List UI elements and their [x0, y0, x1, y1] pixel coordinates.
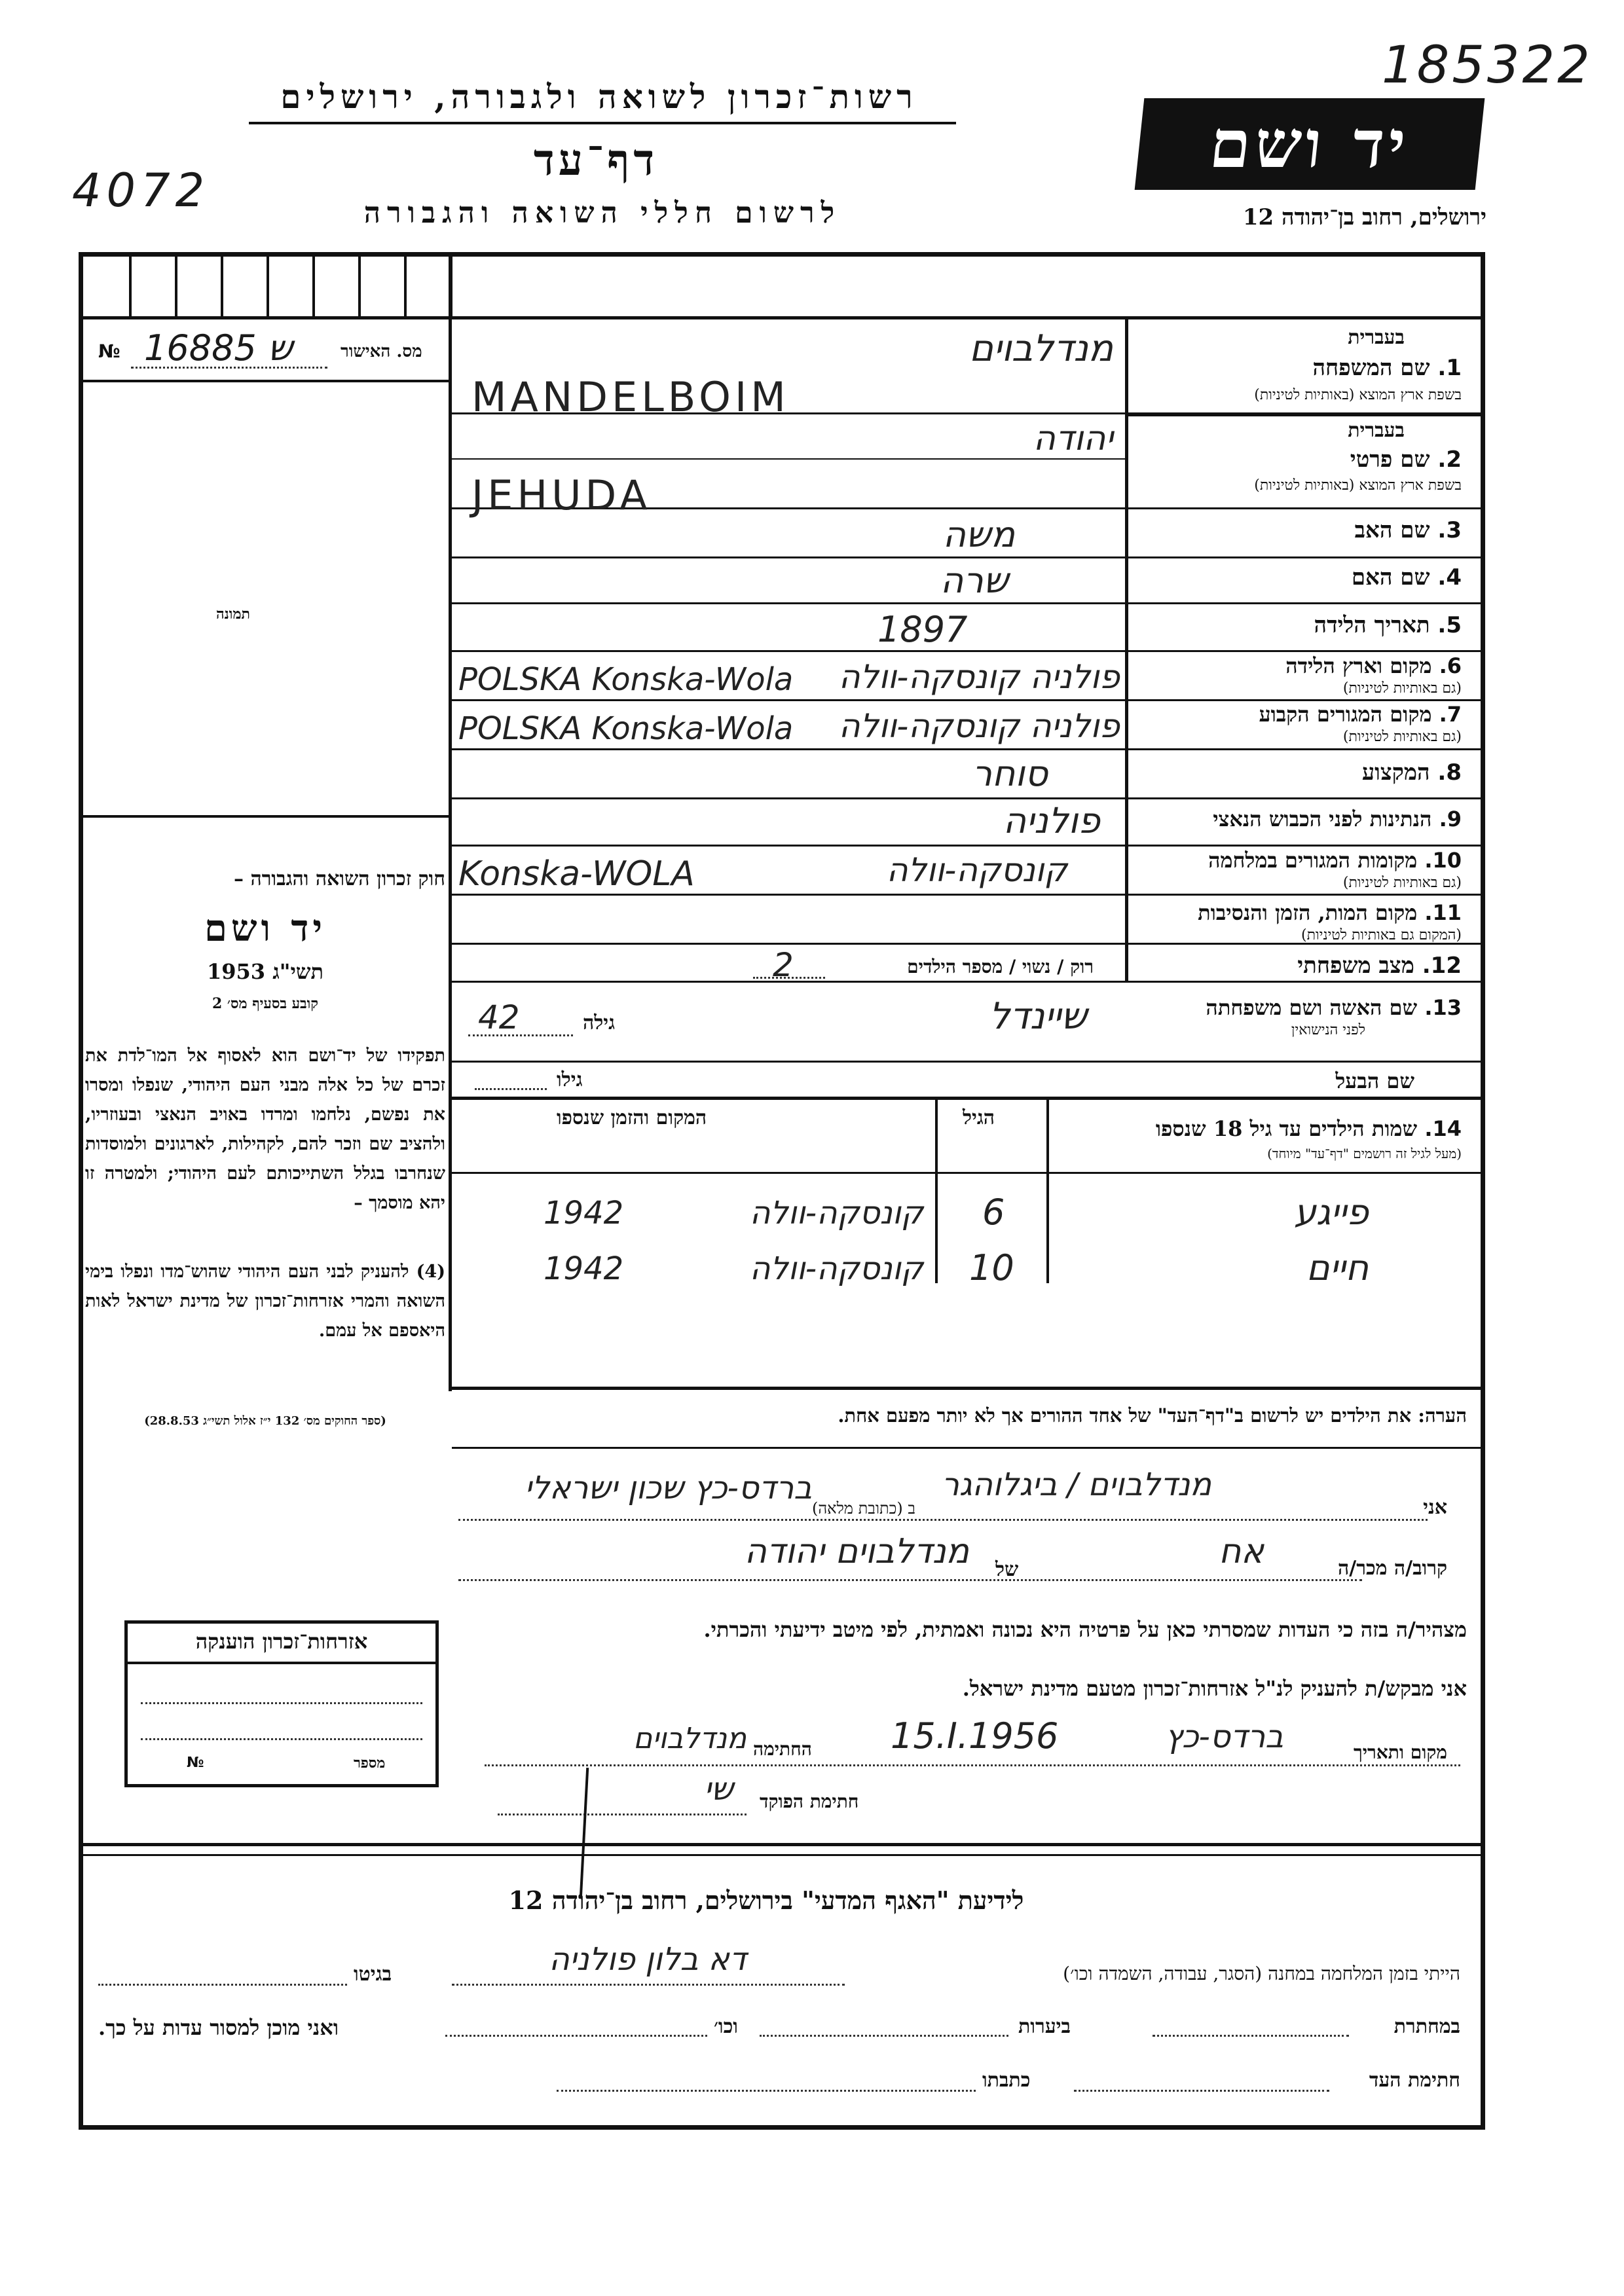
logo-text: יד ושם — [1206, 105, 1414, 183]
children-row[interactable] — [452, 1247, 1480, 1286]
field-10-label — [1208, 848, 1462, 873]
intel-title: לידיעת "האגף המדעי" בירושלים, רחוב בן־יהודה 12 — [508, 1886, 1024, 1915]
intel-witness-address-label: כתבתו — [982, 2069, 1031, 2092]
declaration-statement: מצהיר/ה בזה כי העדות שמסרתי כאן על פרטיה היא נכונה ואמתית, לפי מיטב ידיעתי והכרתי. — [703, 1617, 1467, 1642]
field-11-label — [1198, 900, 1462, 925]
field-3-label — [1355, 517, 1462, 543]
header-address: ירושלים, רחוב בן־יהודה 12 — [1242, 204, 1486, 230]
field-2-text: שם פרטי — [1350, 446, 1430, 473]
marital-status-options: רוק / נשוי / מספר הילדים — [907, 956, 1094, 977]
intel-line2-etc: וכו׳ — [714, 2015, 738, 2038]
citizenship[interactable]: פולניה — [1003, 800, 1100, 841]
mother-name[interactable]: שרה — [940, 560, 1008, 601]
archive-stamp-number: 185322 — [1382, 36, 1593, 95]
field-4-num: 4. — [1437, 564, 1462, 591]
field-9-text: הנתינות לפני הכבוש הנאצי — [1213, 807, 1432, 831]
children-remark: הערה: את הילדים יש לרשום ב"דף־העד" של אחד ההורים אך לא יותר מפעם אחת. — [838, 1404, 1467, 1427]
confirmation-value: 16885 ש — [144, 327, 293, 369]
yad-vashem-logo — [1135, 98, 1485, 190]
field-3-text: שם האב — [1354, 517, 1430, 543]
citizenship-granted-box — [124, 1620, 439, 1787]
wife-age[interactable]: 42 — [478, 998, 520, 1036]
law-reference: (ספר החוקים מס׳ 132 י״ז אלול תשי״ג 28.8.53) — [144, 1414, 386, 1428]
field-12-label — [1297, 953, 1462, 979]
declarant-address-label: ב (כתובת מלאה) — [812, 1499, 915, 1518]
page-subtitle: לרשום חללי השואה והגבורה — [363, 196, 841, 230]
field-11-num: 11. — [1424, 900, 1462, 925]
field-4-label — [1352, 564, 1462, 591]
relative-label: קרוב/ה מכר/ה — [1338, 1557, 1447, 1580]
field-6-sub: (גם באותיות לטיניות) — [1342, 680, 1462, 697]
file-number: 4072 — [72, 164, 210, 217]
wife-age-label: גילה — [583, 1011, 616, 1034]
declarant-address[interactable]: ברדס-כץ שכון ישראלי — [525, 1470, 812, 1506]
field-11-text: מקום המות, הזמן והנסיבות — [1198, 900, 1418, 925]
field-10-num: 10. — [1424, 848, 1462, 873]
field-6-label — [1285, 653, 1462, 678]
field-1-label — [1312, 355, 1462, 381]
birth-date[interactable]: 1897 — [877, 609, 968, 650]
place-date-label: מקום ותאריך — [1353, 1741, 1447, 1763]
field-9-num: 9. — [1439, 807, 1462, 831]
wartime-residence-hebrew[interactable]: קונסקה-וולה — [886, 851, 1067, 889]
field-12-text: מצב משפחתי — [1297, 953, 1414, 979]
relative-of-label: של — [995, 1558, 1019, 1581]
intel-witness-signature-label: חתימת העד — [1369, 2069, 1460, 2092]
field-12-num: 12. — [1422, 953, 1462, 979]
photo-placeholder: תמונה — [216, 606, 250, 623]
field-6-num: 6. — [1439, 653, 1462, 678]
child-death-place: קונסקה-וולה — [749, 1195, 923, 1231]
law-name: יד ושם — [204, 907, 327, 950]
field-5-num: 5. — [1437, 612, 1462, 638]
field-7-text: מקום המגורים הקבוע — [1259, 702, 1432, 727]
field-13-label — [1206, 995, 1462, 1020]
law-year: תשי"ג 1953 — [207, 959, 323, 984]
field-1-num: 1. — [1437, 355, 1462, 381]
children-note: (מעל לגיל זה רושמים "דף־עד" מיוחד) — [1267, 1146, 1462, 1161]
field-13-text: שם האשה ושם משפחתה — [1206, 995, 1418, 1020]
field-5-text: תאריך הלידה — [1314, 612, 1430, 638]
field-7-sub: (גם באותיות לטיניות) — [1342, 729, 1462, 745]
wartime-residence-latin[interactable]: Konska-WOLA — [458, 854, 695, 894]
field-10-sub: (גם באותיות לטיניות) — [1342, 875, 1462, 891]
intel-line1-end: בגיטו — [354, 1963, 392, 1986]
declaration-place[interactable]: ברדס-כץ — [1165, 1719, 1283, 1755]
field-8-label — [1362, 759, 1462, 786]
children-col-age: הגיל — [963, 1106, 995, 1129]
field-11-sub: (המקום גם באותיות לטיניות) — [1301, 927, 1462, 943]
first-name-hebrew[interactable]: יהודה — [1033, 419, 1113, 458]
children-num: 14. — [1424, 1116, 1462, 1141]
child-death-place: קונסקה-וולה — [749, 1250, 923, 1287]
confirmation-number-row — [92, 327, 439, 373]
field-8-text: המקצוע — [1361, 759, 1430, 786]
birth-place-latin[interactable]: POLSKA Konska-Wola — [458, 661, 794, 698]
first-name-latin[interactable]: JEHUDA — [471, 471, 652, 519]
child-name: חיים — [1306, 1247, 1369, 1288]
field-8-num: 8. — [1437, 759, 1462, 786]
field-9-label — [1213, 807, 1462, 831]
family-name-latin[interactable]: MANDELBOIM — [471, 373, 790, 421]
clerk-signature[interactable]: שי — [704, 1771, 733, 1808]
declaration-date[interactable]: 15.I.1956 — [891, 1715, 1059, 1757]
child-age: 6 — [982, 1192, 1005, 1233]
field-1-hebrew-tag: בעברית — [1348, 326, 1405, 349]
citizenship-number-sign: № — [187, 1755, 204, 1771]
father-name[interactable]: משה — [942, 514, 1015, 555]
field-13-sub: לפני הנישואין — [1291, 1022, 1365, 1038]
intel-line2-end: ואני מוכן למסור עדות על כך. — [98, 2015, 339, 2040]
field-2-hebrew-tag: בעברית — [1348, 419, 1405, 442]
field-5-label — [1314, 612, 1462, 638]
child-death-year: 1942 — [544, 1250, 624, 1287]
law-section: קובע בסעיף מס׳ 2 — [212, 995, 319, 1012]
field-13-num: 13. — [1424, 995, 1462, 1020]
declarant-signature[interactable]: מנדלבוים — [633, 1722, 747, 1755]
law-title: חוק זכרון השואה והגבורה – — [234, 867, 445, 890]
relative-value[interactable]: אח — [1219, 1532, 1264, 1571]
intel-camp-value[interactable]: דא בלון פולניה — [549, 1941, 747, 1978]
clerk-signature-label: חתימת הפוקד — [760, 1791, 859, 1812]
citizenship-number-label: מספר — [354, 1755, 386, 1772]
field-10-text: מקומות המגורים במלחמה — [1208, 848, 1418, 873]
field-2-num: 2. — [1437, 446, 1462, 473]
law-text-clause-4: (4) להעניק לבני העם היהודי שהוש־מדו ונפלו בימי השואה והמרי אזרחות־זכרון של מדינת ישראל לאות היאספם אל עמם. — [85, 1262, 445, 1341]
child-death-year: 1942 — [544, 1195, 624, 1231]
field-6-text: מקום וארץ הלידה — [1285, 653, 1432, 678]
confirmation-no-sign: № — [98, 340, 120, 362]
page-title: דף־עד — [533, 134, 659, 185]
husband-age-label: גילו — [557, 1068, 583, 1091]
intel-line1-label: הייתי בזמן המלחמה במחנה (הסגר, עבודה, השמדה וכו׳) — [1063, 1963, 1460, 1984]
residence-latin[interactable]: POLSKA Konska-Wola — [458, 710, 794, 747]
office-code-boxes — [83, 257, 450, 316]
relative-of-name[interactable]: מנדלבוים יהודה — [744, 1532, 969, 1571]
children-section-title — [1156, 1116, 1462, 1141]
citizenship-box-title: אזרחות־זכרון הוענקה — [195, 1629, 368, 1654]
declarant-name[interactable]: מנדלבוים / ביגלוהגר — [941, 1467, 1211, 1503]
wife-name[interactable]: שיינדל — [989, 995, 1087, 1038]
residence-hebrew[interactable]: פולניה קונסקה-וולה — [838, 707, 1120, 745]
field-3-num: 3. — [1437, 517, 1462, 543]
confirmation-label: מס. האישור — [341, 342, 422, 361]
husband-name-label: שם הבעל — [1335, 1068, 1414, 1093]
children-row[interactable] — [452, 1192, 1480, 1231]
children-col-place: המקום והזמן שנספו — [557, 1106, 707, 1129]
children-title: שמות הילדים עד גיל 18 שנספו — [1155, 1116, 1418, 1141]
field-2-sub: בשפת ארץ המוצא (באותיות לטיניות) — [1254, 477, 1462, 494]
declaration-request: אני מבקש/ת להעניק לנ"ל אזרחות־זכרון מטעם מדינת ישראל. — [962, 1676, 1467, 1701]
field-7-label — [1259, 702, 1462, 727]
child-age: 10 — [969, 1247, 1014, 1288]
intel-line2-label: במחתרת — [1393, 2015, 1460, 2038]
profession[interactable]: סוחר — [972, 753, 1048, 794]
field-4-text: שם האם — [1351, 564, 1430, 591]
child-name: פייגע — [1294, 1192, 1369, 1233]
field-7-num: 7. — [1439, 702, 1462, 727]
field-1-text: שם המשפחה — [1312, 355, 1430, 381]
intel-line2-forests: ביערות — [1018, 2015, 1071, 2038]
declarant-label: אני — [1423, 1496, 1447, 1519]
field-1-sub: בשפת ארץ המוצא (באותיות לטיניות) — [1254, 387, 1462, 403]
birth-place-hebrew[interactable]: פולניה קונסקה-וולה — [838, 658, 1120, 696]
law-text: תפקידו של יד־ושם הוא לאסוף אל המו־לדת את זכרם של כל אלה מבני העם היהודי, שנפלו ומסרו את נפשם, נלחמו ומרדו באויב הנאצי ובעוזריו, ולהציב שם וזכר להם, לקהילות, לארגונים ולמוסדות שנחרבו בגלל השתייכותם לעם היהודי; ולמטרה זו יהא מוסמך – — [85, 1046, 445, 1213]
authority-title: רשות־זכרון לשואה ולגבורה, ירושלים — [280, 77, 918, 116]
field-2-label — [1350, 446, 1462, 473]
family-name-hebrew[interactable]: מנדלבוים — [969, 327, 1113, 370]
children-count[interactable]: 2 — [773, 946, 794, 984]
signature-label: החתימה — [753, 1738, 812, 1760]
